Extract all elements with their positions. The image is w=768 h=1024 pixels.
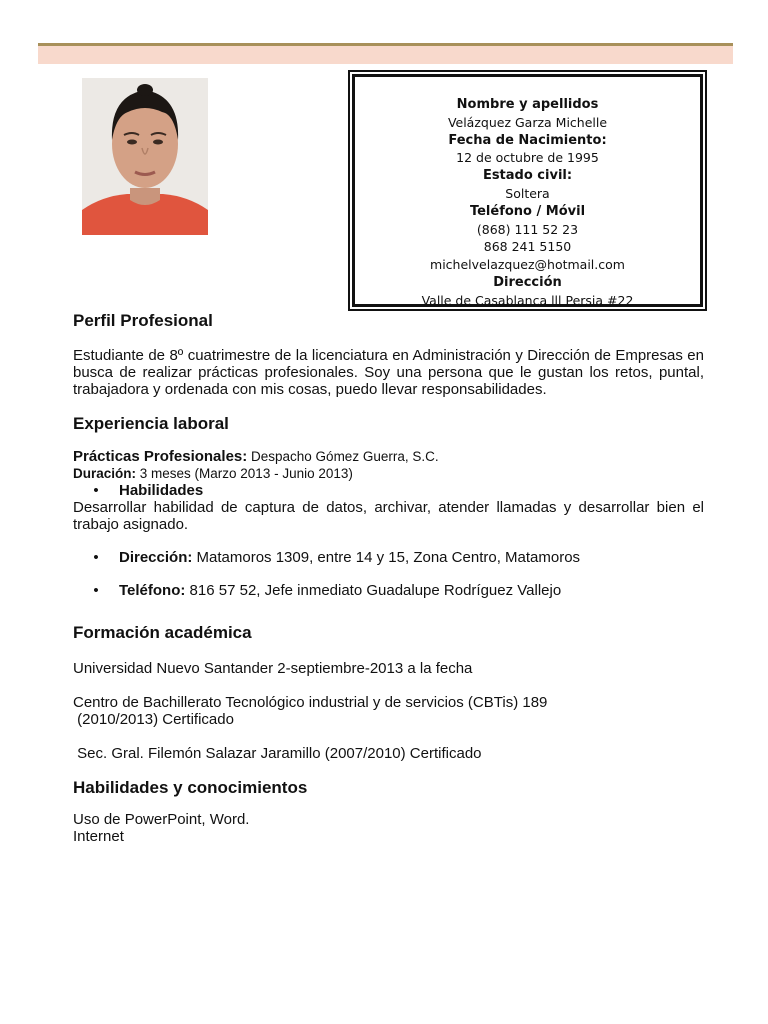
job-address-label: Dirección:	[119, 549, 193, 566]
job-label: Prácticas Profesionales:	[73, 448, 248, 465]
bullet-icon: •	[93, 582, 99, 599]
bullet-icon: •	[93, 549, 99, 566]
header-band	[38, 43, 733, 64]
bullet-icon: •	[93, 482, 99, 499]
contact-info-box	[348, 70, 707, 311]
phone-value-1: (868) 111 52 23	[476, 221, 579, 237]
job-phone-bullet	[73, 582, 704, 599]
duration-value: 3 meses (Marzo 2013 - Junio 2013)	[136, 466, 353, 481]
birth-value: 12 de octubre de 1995	[456, 150, 599, 166]
education-item-secondary: Sec. Gral. Filemón Salazar Jaramillo (2007/2010) Certificado	[73, 745, 482, 762]
experience-heading: Experiencia laboral	[73, 414, 229, 433]
skills-text: Desarrollar habilidad de captura de datos, archivar, atender llamadas y desarrollar bien el trabajo asignado.	[73, 499, 704, 533]
phone-value-2: 868 241 5150	[483, 239, 572, 255]
job-phone-label: Teléfono:	[119, 582, 186, 599]
birth-label: Fecha de Nacimiento:	[448, 132, 607, 148]
duration-label: Duración:	[73, 466, 137, 481]
name-value: Velázquez Garza Michelle	[447, 114, 608, 130]
education-item-university: Universidad Nuevo Santander 2-septiembre-2013 a la fecha	[73, 660, 473, 677]
civil-status-value: Soltera	[505, 185, 550, 201]
education-heading: Formación académica	[73, 623, 252, 642]
job-address-bullet	[73, 549, 704, 566]
skills-heading: Habilidades y conocimientos	[73, 778, 308, 797]
address-value: Valle de Casablanca lll Persia #22	[421, 292, 634, 308]
phone-label: Teléfono / Móvil	[469, 203, 586, 219]
profile-text: Estudiante de 8º cuatrimestre de la licenciatura en Administración y Dirección de Empresas en busca de realizar prácticas profesionales. Soy una persona que le gustan los retos, puntal, trabajadora y ordenada con mis cosas, puedo llevar responsabilidades.	[73, 347, 704, 398]
name-label: Nombre y apellidos	[456, 97, 599, 112]
job-address-value: Matamoros 1309, entre 14 y 15, Zona Centro, Matamoros	[192, 549, 581, 566]
address-label: Dirección	[493, 274, 562, 290]
job-value: Despacho Gómez Guerra, S.C.	[247, 449, 439, 464]
civil-status-label: Estado civil:	[482, 168, 573, 184]
resume-content	[73, 310, 704, 845]
job-line	[73, 448, 704, 465]
education-item-cbtis: Centro de Bachillerato Tecnológico industrial y de servicios (CBTis) 189	[73, 694, 548, 711]
skills-bullet	[73, 482, 704, 499]
skills-label: Habilidades	[119, 482, 204, 499]
email-value: michelvelazquez@hotmail.com	[430, 257, 625, 273]
profile-photo	[82, 78, 208, 235]
skills-item-internet: Internet	[73, 828, 124, 845]
job-phone-value: 816 57 52, Jefe inmediato Guadalupe Rodríguez Vallejo	[185, 582, 562, 599]
duration-line	[73, 465, 704, 482]
skills-item-office: Uso de PowerPoint, Word.	[73, 811, 250, 828]
profile-heading: Perfil Profesional	[73, 311, 213, 330]
education-item-cbtis-years: (2010/2013) Certificado	[73, 711, 234, 728]
